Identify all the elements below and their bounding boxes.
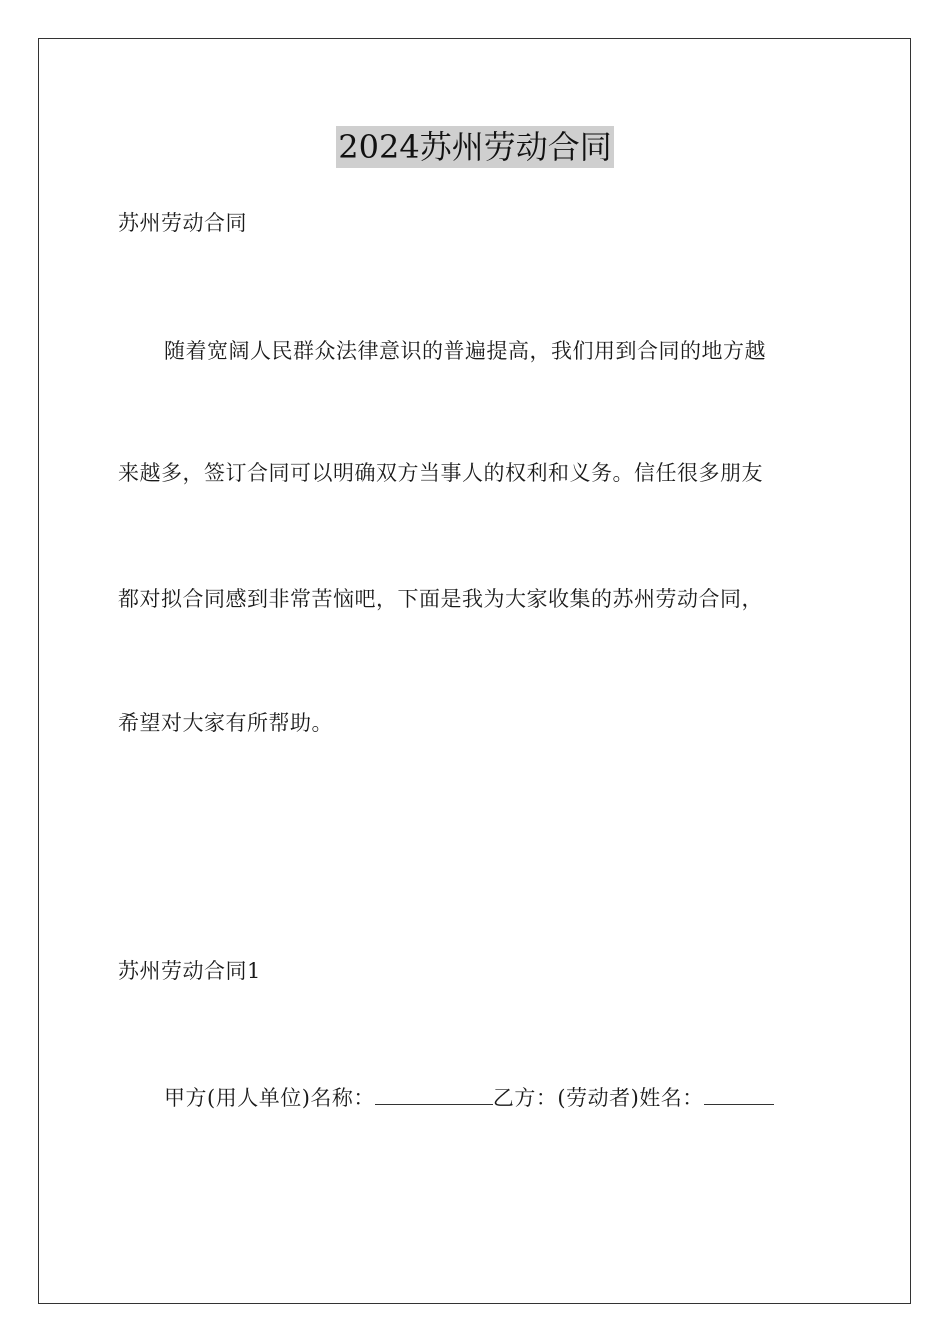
document-subtitle: 苏州劳动合同 xyxy=(118,211,247,235)
party-b-label: 乙方：(劳动者)姓名： xyxy=(492,1086,704,1110)
intro-line-2: 来越多，签订合同可以明确双方当事人的权利和义务。信任很多朋友 xyxy=(118,461,763,485)
party-a-name-blank xyxy=(375,1082,493,1105)
section-heading: 苏州劳动合同1 xyxy=(118,959,261,983)
party-b-name-blank xyxy=(704,1082,774,1105)
party-line xyxy=(164,1082,774,1113)
intro-line-1: 随着宽阔人民群众法律意识的普遍提高，我们用到合同的地方越 xyxy=(164,339,766,363)
party-a-label: 甲方(用人单位)名称： xyxy=(164,1086,375,1110)
intro-line-4: 希望对大家有所帮助。 xyxy=(118,711,333,735)
document-title: 2024苏州劳动合同 xyxy=(338,128,612,166)
title-container xyxy=(0,126,950,168)
intro-line-3: 都对拟合同感到非常苦恼吧，下面是我为大家收集的苏州劳动合同， xyxy=(118,587,763,611)
